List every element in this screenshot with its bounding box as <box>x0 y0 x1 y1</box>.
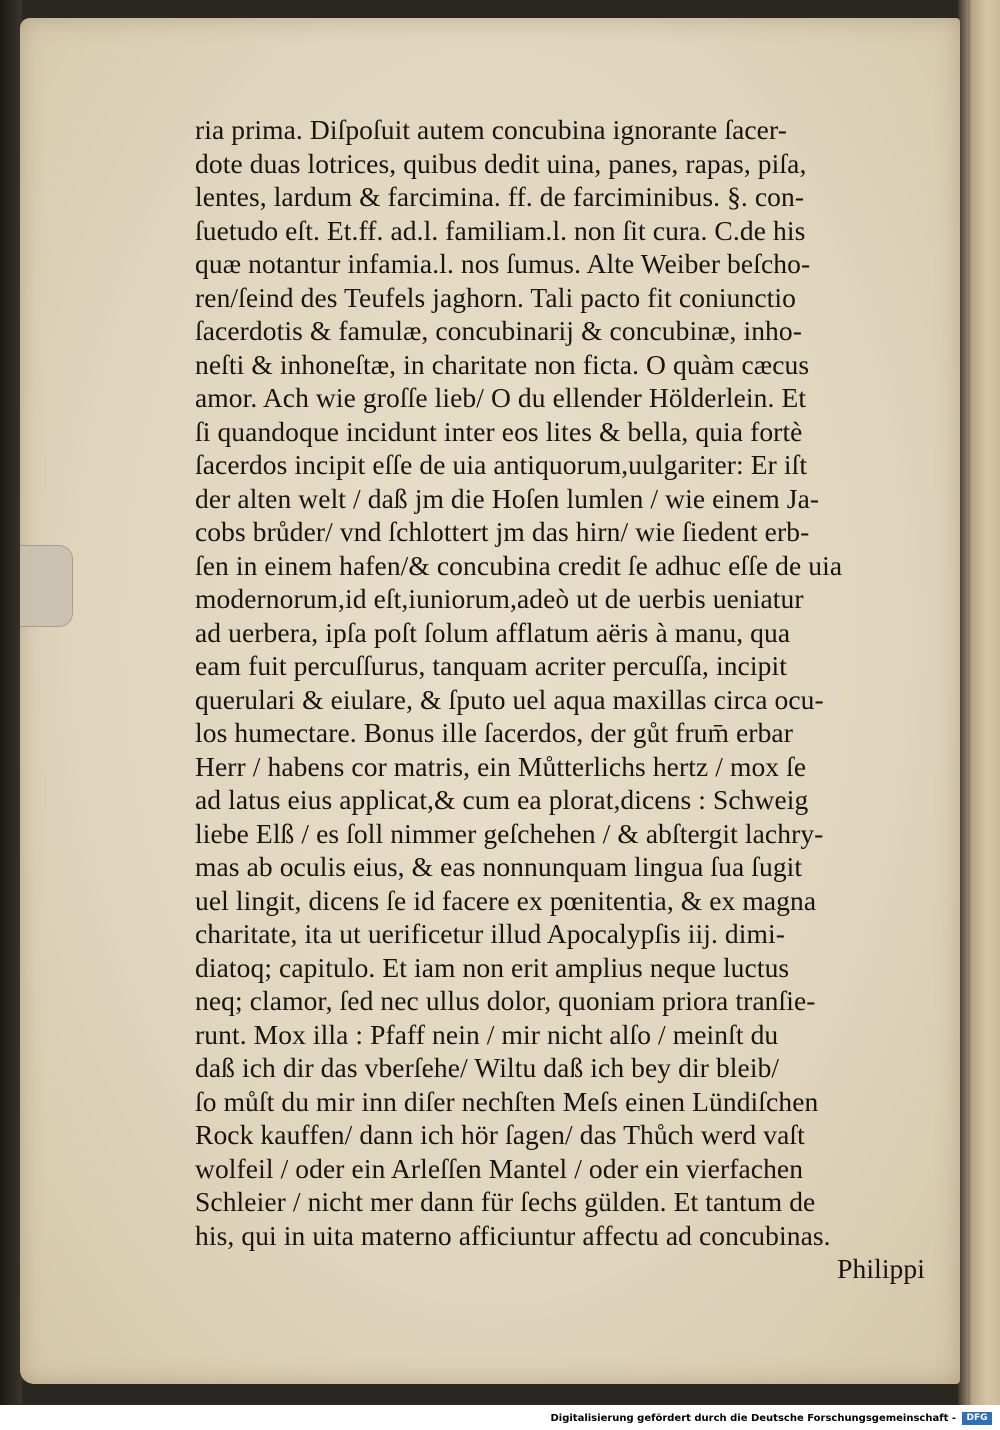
page-clip-tab <box>20 545 73 627</box>
funding-credit: Digitalisierung gefördert durch die Deutsche Forschungsgemeinschaft - <box>550 1413 956 1424</box>
text-line: ad uerbera, ipſa poſt ſolum afflatum aëris à manu, qua <box>195 616 791 648</box>
text-line: der alten welt / daß jm die Hoſen lumlen / wie einem Ja- <box>195 482 820 514</box>
text-line: quæ notantur infamia.l. nos ſumus. Alte Weiber beſcho- <box>195 248 811 279</box>
text-line: lentes, lardum & farcimina. ff. de farciminibus. §. con- <box>195 181 805 212</box>
text-line: ad latus eius applicat,& cum ea plorat,dicens : Schweig <box>195 784 809 815</box>
text-line: ſuetudo eſt. Et.ff. ad.l. familiam.l. non ſit cura. C.de his <box>195 214 806 246</box>
text-line: ſi quandoque incidunt inter eos lites & bella, quia fortè <box>195 415 803 447</box>
text-line: wolfeil / oder ein Arleſſen Mantel / oder ein vierfachen <box>195 1152 804 1184</box>
text-line: modernorum,id eſt,iuniorum,adeò ut de uerbis ueniatur <box>195 583 804 614</box>
dfg-logo: DFG <box>962 1412 992 1425</box>
text-line: diatoq; capitulo. Et iam non erit amplius neque luctus <box>195 951 790 983</box>
catchword: Philippi <box>837 1253 925 1284</box>
footer-bar <box>0 1405 1000 1430</box>
text-line: los humectare. Bonus ille ſacerdos, der gůt frum̄ erbar <box>195 717 793 748</box>
text-line: Herr / habens cor matris, ein Můtterlichs hertz / mox ſe <box>195 750 807 782</box>
page-text-block <box>195 113 935 1286</box>
text-line: ſo můſt du mir inn diſer nechſten Meſs einen Lündiſchen <box>195 1085 819 1117</box>
book-binding <box>0 0 22 1405</box>
text-line: Rock kauffen/ dann ich hör ſagen/ das Thůch werd vaſt <box>195 1119 805 1150</box>
text-line: ria prima. Diſpoſuit autem concubina ignorante ſacer- <box>195 114 787 145</box>
text-line: neſti & inhoneſtæ, in charitate non ficta. O quàm cæcus <box>195 348 810 380</box>
next-page-edge <box>958 0 1000 1405</box>
text-line: neq; clamor, ſed nec ullus dolor, quoniam priora tranſie- <box>195 985 816 1016</box>
text-line: amor. Ach wie groſſe lieb/ O du ellender Hölderlein. Et <box>195 382 807 413</box>
text-line: runt. Mox illa : Pfaff nein / mir nicht alſo / meinſt du <box>195 1018 779 1050</box>
text-line: ren/ſeind des Teufels jaghorn. Tali pacto fit coniunctio <box>195 281 796 313</box>
page-gutter-line <box>968 0 970 1405</box>
text-line: eam fuit percuſſurus, tanquam acriter percuſſa, incipit <box>195 650 787 681</box>
text-line: liebe Elß / es ſoll nimmer geſchehen / & abſtergit lachry- <box>195 817 824 849</box>
text-line: querulari & eiulare, & ſputo uel aqua maxillas circa ocu- <box>195 683 824 715</box>
text-line: cobs brůder/ vnd ſchlottert jm das hirn/ wie ſiedent erb- <box>195 516 810 547</box>
text-line: ſen in einem hafen/& concubina credit ſe adhuc eſſe de uia <box>195 549 843 581</box>
text-line: charitate, ita ut uerificetur illud Apocalypſis iij. dimi- <box>195 918 786 949</box>
text-line: Schleier / nicht mer dann für ſechs gülden. Et tantum de <box>195 1186 816 1217</box>
text-line: uel lingit, dicens ſe id facere ex pœnitentia, & ex magna <box>195 884 817 916</box>
text-line: ſacerdos incipit eſſe de uia antiquorum,uulgariter: Er iſt <box>195 449 808 480</box>
text-line: mas ab oculis eius, & eas nonnunquam lingua ſua ſugit <box>195 851 803 882</box>
text-line: dote duas lotrices, quibus dedit uina, panes, rapas, piſa, <box>195 147 807 179</box>
text-line: daß ich dir das vberſehe/ Wiltu daß ich bey dir bleib/ <box>195 1052 780 1083</box>
text-line: ſacerdotis & famulæ, concubinarij & concubinæ, inho- <box>195 315 803 346</box>
text-line: his, qui in uita materno afficiuntur affectu ad concubinas. <box>195 1219 831 1251</box>
